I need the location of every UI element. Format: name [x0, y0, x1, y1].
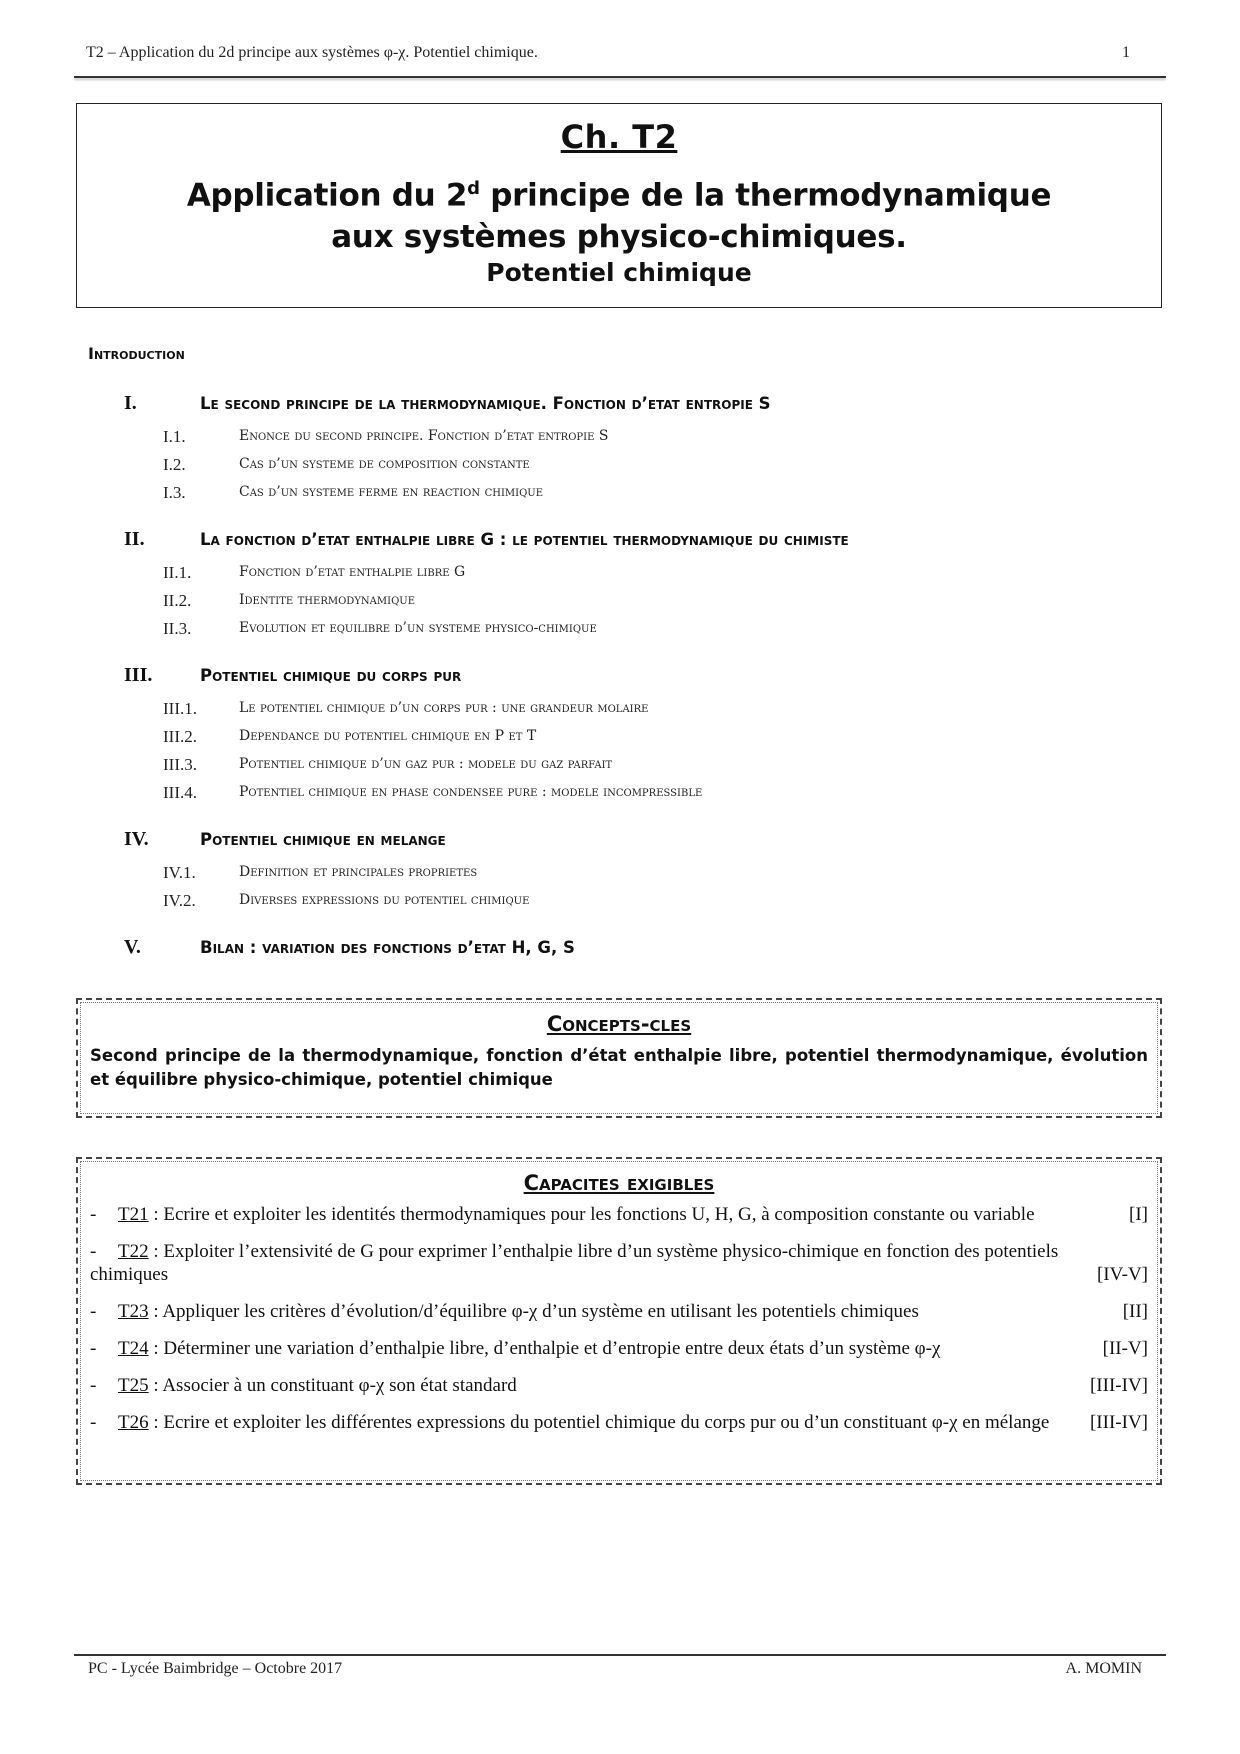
- toc-subsection-number: II.1.: [163, 563, 192, 582]
- toc-subsection-number: I.2.: [163, 455, 186, 474]
- toc-section-number: II.: [124, 528, 145, 550]
- capacite-dash: -: [90, 1241, 97, 1262]
- header-rule: [74, 76, 1166, 78]
- capacite-text: : Appliquer les critères d’évolution/d’équilibre φ-χ d’un système en utilisant les potentiels chimiques: [148, 1301, 919, 1322]
- toc-subsection-title: Cas d’un systeme ferme en reaction chimique: [239, 484, 544, 500]
- capacite-dash: -: [90, 1301, 97, 1322]
- capacite-ref: [II-V]: [1102, 1338, 1148, 1359]
- toc-subsection-number: IV.2.: [163, 891, 196, 910]
- toc-section-title: La fonction d’etat enthalpie libre G : le potentiel thermodynamique du chimiste: [200, 530, 849, 549]
- toc-section-title: Bilan : variation des fonctions d’etat H, G, S: [200, 938, 575, 957]
- capacite-dash: -: [90, 1412, 97, 1433]
- capacite-text: : Ecrire et exploiter les identités thermodynamiques pour les fonctions U, H, G, à composition constante ou variable: [148, 1204, 1035, 1225]
- capacite-dash: -: [90, 1375, 97, 1396]
- capacite-ref: [III-IV]: [1089, 1412, 1148, 1433]
- toc-subsection-title: Identite thermodynamique: [239, 592, 416, 608]
- concepts-text: Second principe de la thermodynamique, fonction d’état enthalpie libre, potentiel thermodynamique, évolution et équilibre physico-chimique, potentiel chimique: [90, 1046, 1148, 1089]
- toc-section-title: Potentiel chimique en melange: [200, 830, 446, 849]
- running-header: [86, 44, 1140, 62]
- toc-section-title: Le second principe de la thermodynamique. Fonction d’etat entropie S: [200, 394, 771, 413]
- capacite-text: : Exploiter l’extensivité de G pour exprimer l’enthalpie libre d’un système physico-chimique en fonction des potentiels chimiques: [90, 1241, 1059, 1285]
- concepts-title: Concepts-cles: [546, 1012, 692, 1036]
- capacite-code: T23: [118, 1301, 149, 1322]
- toc-subsection-number: II.2.: [163, 591, 192, 610]
- capacite-item: [78, 1411, 1160, 1434]
- toc-subsection-title: Enonce du second principe. Fonction d’etat entropie S: [239, 428, 609, 444]
- concepts-box: [76, 998, 1162, 1118]
- capacite-text: : Ecrire et exploiter les différentes expressions du potentiel chimique du corps pur ou d’un constituant φ-χ en mélange: [148, 1412, 1050, 1433]
- toc-subsection-number: III.4.: [163, 783, 197, 802]
- toc-subsection-number: I.1.: [163, 427, 186, 446]
- running-title: T2 – Application du 2d principe aux systèmes φ-χ. Potentiel chimique.: [86, 44, 538, 61]
- capacites-title: Capacites exigibles: [523, 1171, 715, 1195]
- page-number: 1: [1122, 44, 1130, 61]
- toc-section-number: I.: [124, 392, 137, 414]
- toc-subsection-number: I.3.: [163, 483, 186, 502]
- capacite-dash: -: [90, 1204, 97, 1225]
- capacite-ref: [II]: [1122, 1301, 1148, 1322]
- title-line-2: aux systèmes physico-chimiques.: [331, 219, 907, 256]
- capacite-item: [78, 1374, 1160, 1397]
- toc-subsection-number: III.1.: [163, 699, 197, 718]
- toc-subsection-number: II.3.: [163, 619, 192, 638]
- capacite-item: [78, 1203, 1160, 1226]
- capacite-text: : Déterminer une variation d’enthalpie libre, d’enthalpie et d’entropie entre deux états d’un système φ-χ: [148, 1338, 941, 1359]
- capacite-text: : Associer à un constituant φ-χ son état standard: [148, 1375, 517, 1396]
- capacite-code: T25: [118, 1375, 149, 1396]
- toc-subsection-title: Diverses expressions du potentiel chimique: [239, 892, 530, 908]
- toc-introduction: Introduction: [88, 344, 185, 363]
- toc-subsection-title: Cas d’un systeme de composition constante: [239, 456, 530, 472]
- chapter-label: Ch. T2: [560, 118, 678, 156]
- capacite-item: [78, 1300, 1160, 1323]
- capacite-code: T22: [118, 1241, 149, 1262]
- title-superscript: d: [467, 178, 480, 199]
- capacite-ref: [I]: [1129, 1204, 1148, 1225]
- capacite-code: T21: [118, 1204, 149, 1225]
- capacite-item: [78, 1337, 1160, 1360]
- capacite-dash: -: [90, 1338, 97, 1359]
- toc-subsection-title: Definition et principales proprietes: [239, 864, 478, 880]
- toc-subsection-title: Le potentiel chimique d’un corps pur : une grandeur molaire: [239, 700, 649, 716]
- toc-subsection-number: III.3.: [163, 755, 197, 774]
- toc-subsection-title: Potentiel chimique d’un gaz pur : modele du gaz parfait: [239, 756, 613, 772]
- title-line-1: [77, 168, 1161, 258]
- toc-subsection-title: Fonction d’etat enthalpie libre G: [239, 564, 466, 580]
- toc-subsection-number: III.2.: [163, 727, 197, 746]
- toc-section-number: III.: [124, 664, 153, 686]
- title-line-3: Potentiel chimique: [486, 258, 752, 288]
- footer-author: A. MOMIN: [1065, 1660, 1142, 1677]
- title-line-1-post: principe de la thermodynamique: [479, 177, 1052, 214]
- toc-section-number: IV.: [124, 828, 149, 850]
- title-line-1-pre: Application du 2: [186, 177, 468, 214]
- toc-subsection-title: Evolution et equilibre d’un systeme physico-chimique: [239, 620, 597, 636]
- footer-school: PC - Lycée Baimbridge – Octobre 2017: [88, 1660, 343, 1677]
- toc-subsection-title: Potentiel chimique en phase condensee pure : modele incompressible: [239, 784, 703, 800]
- toc-section-title: Potentiel chimique du corps pur: [200, 666, 462, 685]
- capacite-code: T24: [118, 1338, 149, 1359]
- capacite-ref: [IV-V]: [1096, 1264, 1148, 1285]
- capacite-ref: [III-IV]: [1089, 1375, 1148, 1396]
- capacite-code: T26: [118, 1412, 149, 1433]
- footer-rule: [74, 1654, 1166, 1656]
- title-box: [76, 103, 1162, 308]
- capacites-box: [76, 1157, 1162, 1485]
- capacite-item: [78, 1240, 1160, 1286]
- toc-subsection-number: IV.1.: [163, 863, 196, 882]
- toc-section-number: V.: [124, 936, 141, 958]
- toc-subsection-title: Dependance du potentiel chimique en P et T: [239, 728, 537, 744]
